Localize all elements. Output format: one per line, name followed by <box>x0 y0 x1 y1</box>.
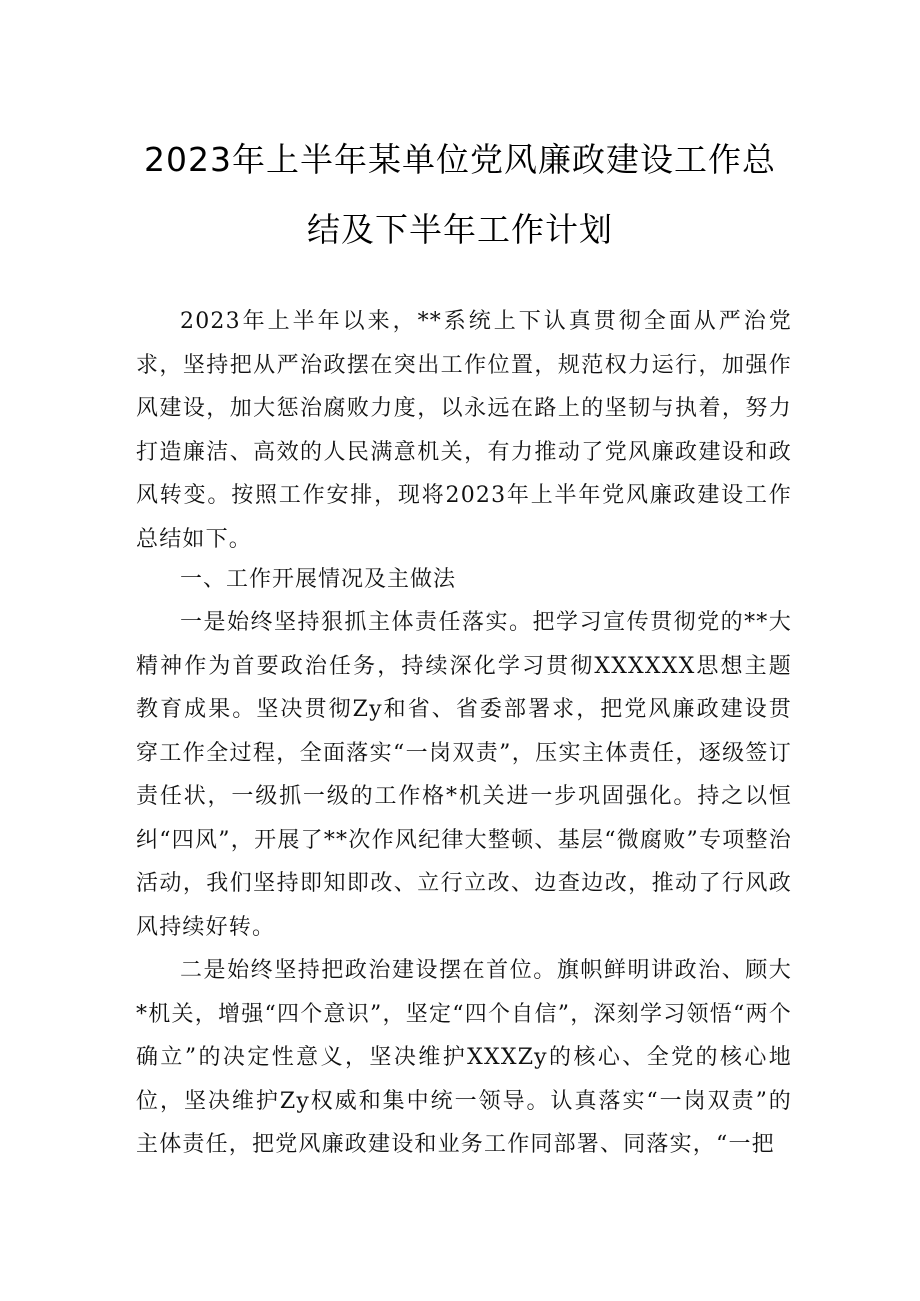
section-heading: 一、工作开展情况及主做法 <box>180 567 457 592</box>
body-paragraph-1: 一是始终坚持狠抓主体责任落实。把学习宣传贯彻党的**大精神作为首要政治任务，持续深化学习贯彻XXXXXX思想主题教育成果。坚决贯彻Zy和省、省委部署求，把党风廉政建设贯穿工作全过程，全面落实“一岗双责”，压实主体责任，逐级签订责任状，一级抓一级的工作格*机关进一步巩固强化。持之以恒纠“四风”，开展了**次作风纪律大整顿、基层“微腐败”专项整治活动，我们坚持即知即改、立行立改、边查边改，推动了行风政风持续好转。 <box>136 610 792 940</box>
document-title-line-2: 结及下半年工作计划 <box>307 210 613 249</box>
body-paragraph-2: 二是始终坚持把政治建设摆在首位。旗帜鲜明讲政治、顾大*机关，增强“四个意识”，坚定“四个自信”，深刻学习领悟“两个确立”的决定性意义，坚决维护XXXZy的核心、全党的核心地位，坚决维护Zy权威和集中统一领导。认真落实“一岗双责”的主体责任，把党风廉政建设和业务工作同部署、同落实，“一把 <box>136 958 792 1157</box>
document-title-line-1: 2023年上半年某单位党风廉政建设工作总 <box>144 140 776 179</box>
intro-paragraph: 2023年上半年以来，**系统上下认真贯彻全面从严治党求，坚持把从严治政摆在突出工作位置，规范权力运行，加强作风建设，加大惩治腐败力度，以永远在路上的坚韧与执着，努力打造廉洁、高效的人民满意机关，有力推动了党风廉政建设和政风转变。按照工作安排，现将2023年上半年党风廉政建设工作总结如下。 <box>136 309 792 552</box>
